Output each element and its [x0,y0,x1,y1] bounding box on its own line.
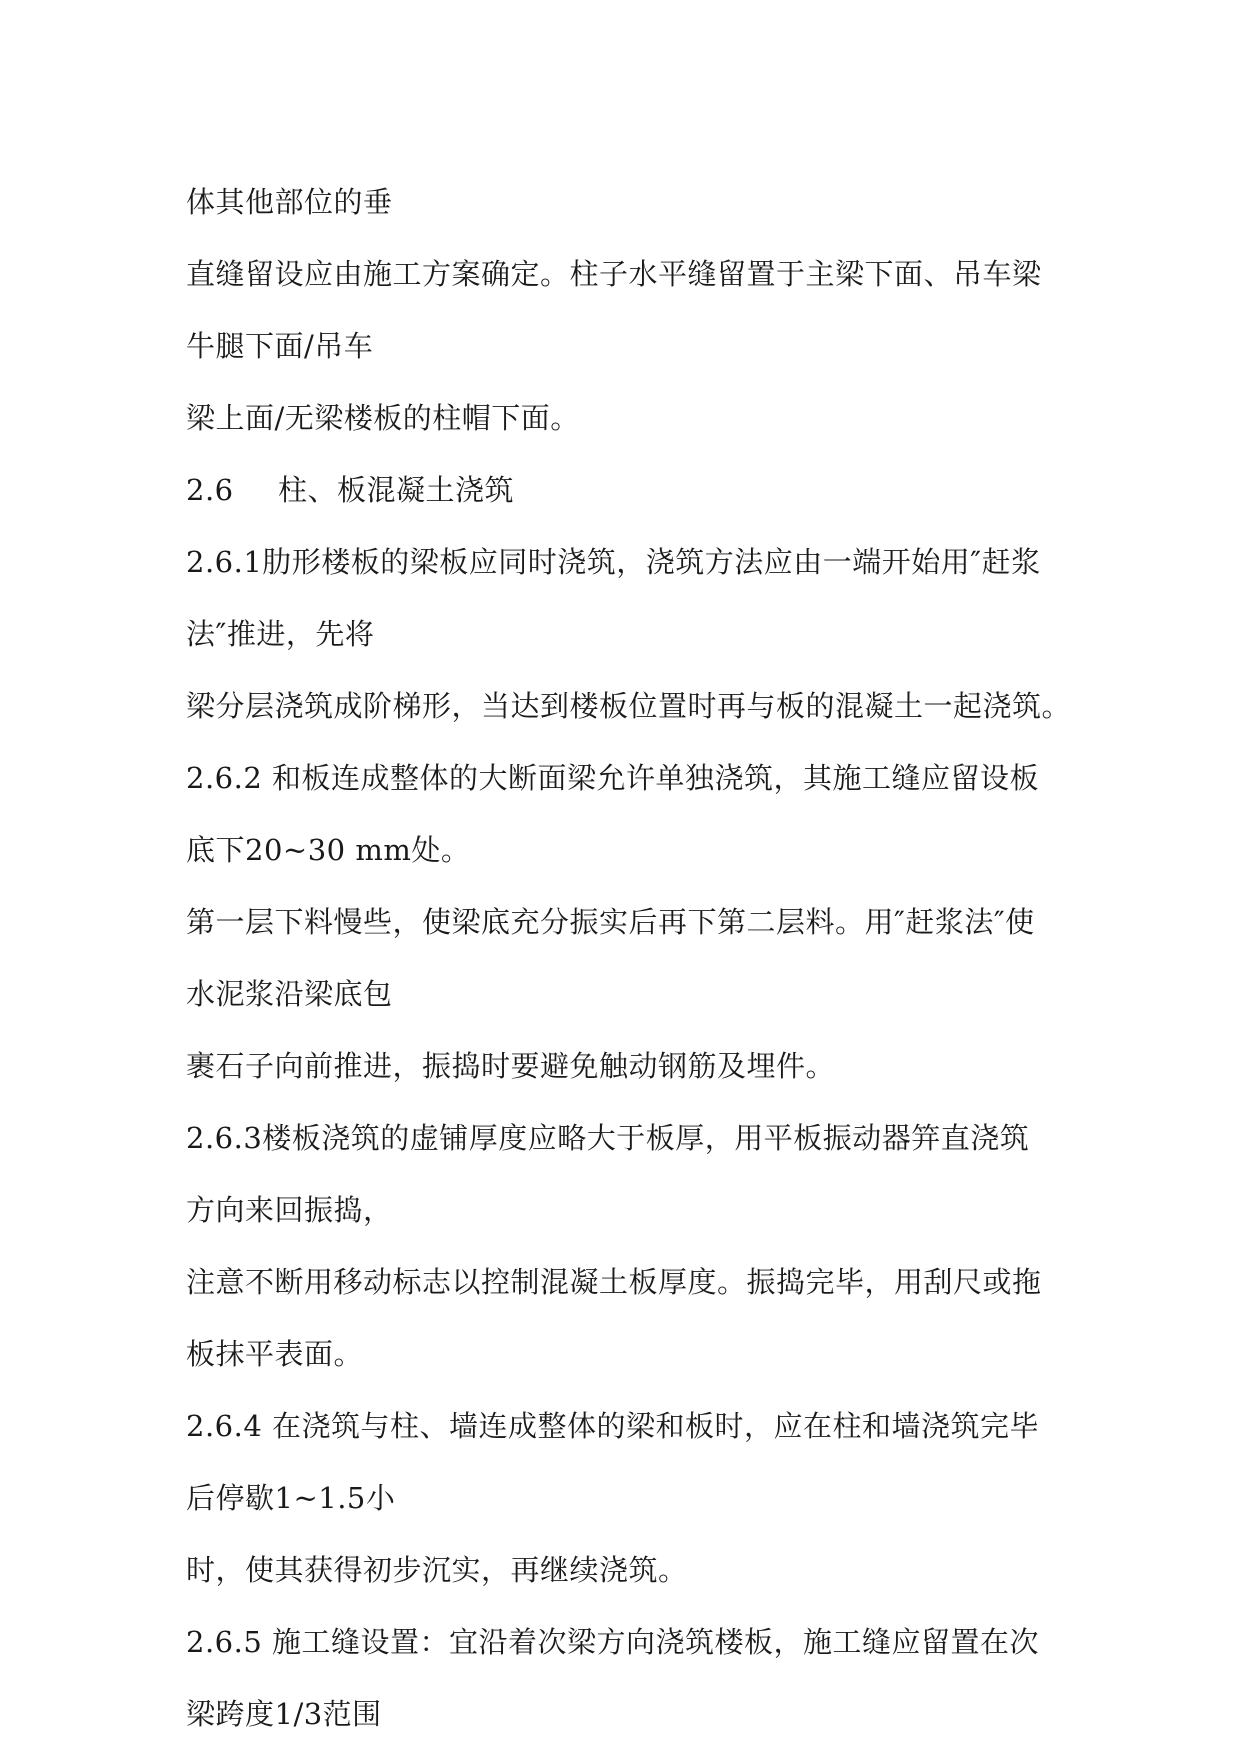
paragraph-line: 2.6.2 和板连成整体的大断面梁允许单独浇筑，其施工缝应留设板 [186,761,1040,795]
paragraph-line: 直缝留设应由施工方案确定。柱子水平缝留置于主梁下面、吊车梁 [186,257,1042,291]
paragraph-line: 水泥浆沿梁底包 [186,977,393,1011]
section-number: 2.6 [186,473,234,507]
paragraph-line: 底下20~30 mm处。 [186,833,471,867]
section-heading [186,454,1066,526]
paragraph-line: 2.6.1肋形楼板的梁板应同时浇筑，浇筑方法应由一端开始用″赶浆 [186,545,1041,579]
paragraph-line: 方向来回振捣， [186,1193,393,1227]
paragraph-line: 牛腿下面/吊车 [186,329,374,363]
paragraph-line: 后停歇1~1.5小 [186,1481,396,1515]
paragraph-line: 注意不断用移动标志以控制混凝土板厚度。振捣完毕，用刮尺或拖 [186,1265,1042,1299]
section-title: 柱、板混凝土浇筑 [278,473,515,507]
paragraph-line: 裹石子向前推进，振捣时要避免触动钢筋及埋件。 [186,1049,836,1083]
paragraph-line: 板抹平表面。 [186,1337,364,1371]
paragraph-line: 法″推进，先将 [186,617,375,651]
paragraph-line: 2.6.3楼板浇筑的虚铺厚度应略大于板厚，用平板振动器笄直浇筑 [186,1121,1030,1155]
paragraph-line: 2.6.5 施工缝设置：宜沿着次梁方向浇筑楼板，施工缝应留置在次 [186,1625,1040,1659]
paragraph-line: 梁上面/无梁楼板的柱帽下面。 [186,401,580,435]
paragraph-line: 时，使其获得初步沉实，再继续浇筑。 [186,1553,688,1587]
paragraph-line: 第一层下料慢些，使梁底充分振实后再下第二层料。用″赶浆法″使 [186,905,1035,939]
document-body [186,166,1072,1750]
paragraph-line: 2.6.4 在浇筑与柱、墙连成整体的梁和板时，应在柱和墙浇筑完毕 [186,1409,1040,1443]
paragraph-line: 梁分层浇筑成阶梯形，当达到楼板位置时再与板的混凝土一起浇筑。 [186,689,1072,723]
paragraph-line: 梁跨度1/3范围 [186,1697,382,1731]
paragraph-line: 体其他部位的垂 [186,185,393,219]
